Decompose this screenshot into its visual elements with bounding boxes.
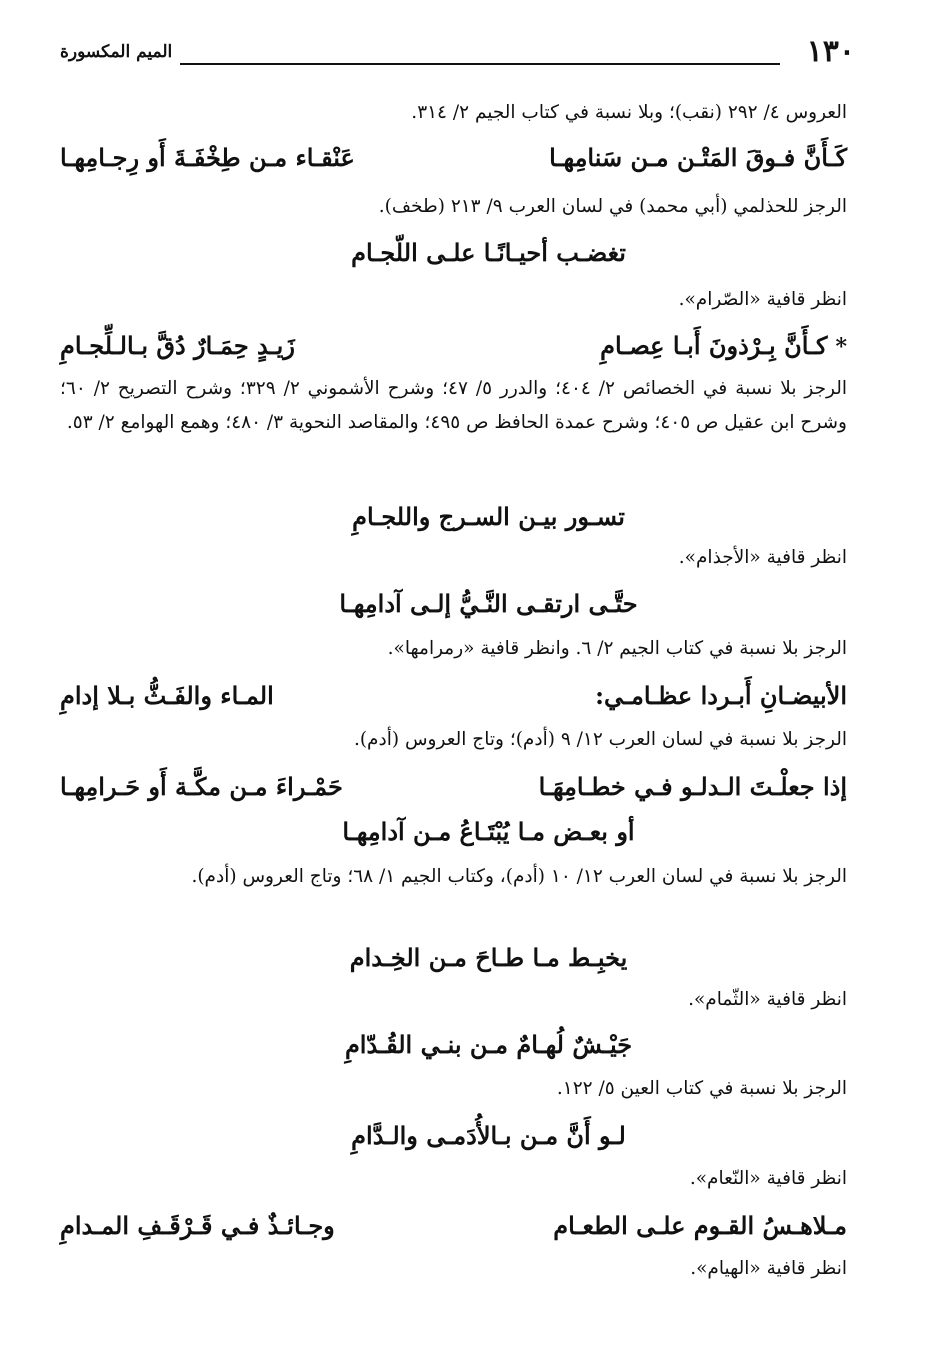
rhyme-reference: انظر قافية «النّعام».	[689, 1168, 847, 1189]
verse-hemistich: لـو أَنَّ مـن بـالأُدَمـى والـدَّامِ	[351, 1121, 626, 1150]
verse-couplet	[60, 767, 847, 807]
verse-couplet-starred	[60, 326, 847, 367]
rhyme-reference: انظر قافية «الهيام».	[690, 1258, 847, 1279]
rhyme-reference: انظر قافية «الصّرام».	[678, 289, 847, 310]
verse-couplet	[60, 676, 847, 716]
citation-note: الرجز بلا نسبة في لسان العرب ١٢/ ٩ (أدم)؛ وتاج العروس (أدم).	[353, 729, 847, 750]
verse-first-hemistich: الأبيضـانِ أَبـردا عظـامـي:	[595, 681, 847, 710]
verse-second-hemistich: المـاء والفَـثُّ بـلا إدامِ	[60, 681, 274, 710]
verse-hemistich: تغضـب أحيـانًـا علـى اللّجـام	[351, 238, 626, 267]
verse-first-hemistich: إذا جعلْـتَ الـدلـو فـي خطـامِهَـا	[538, 772, 847, 801]
citation-note: الرجز بلا نسبة في كتاب العين ٥/ ١٢٢.	[556, 1078, 847, 1099]
verse-second-hemistich: حَمْـراءَ مـن مكَّـة أَو حَـرامِهـا	[60, 772, 343, 801]
verse-second-hemistich: وجـائـذٌ فـي قَـرْقَـفِ المـدامِ	[60, 1211, 335, 1240]
verse-second-hemistich: زَيـدٍ حِمَـارٌ دُقَّ بـالـلِّجـامِ	[60, 331, 295, 360]
citation-note: العروس ٤/ ٢٩٢ (نقب)؛ وبلا نسبة في كتاب الجيم ٢/ ٣١٤.	[411, 102, 847, 123]
verse-couplet	[60, 1206, 847, 1246]
header-rule	[180, 63, 780, 65]
verse-hemistich: جَيْـشٌ لُهـامٌ مـن بنـي القُـدّامِ	[344, 1030, 633, 1059]
verse-first-hemistich: كَـأَنَّ فـوقَ المَتْـن مـن سَنامِهـا	[549, 143, 847, 172]
page-header	[60, 32, 855, 72]
verse-hemistich: يخبِـط مـا طـاحَ مـن الخِـدام	[349, 943, 628, 972]
verse-hemistich: حتَّـى ارتقـى النَّـيُّ إلـى آدامِهـا	[339, 589, 638, 618]
star-marker: *	[835, 334, 847, 360]
running-title: الميم المكسورة	[60, 42, 173, 62]
citation-note: الرجز للحذلمي (أبي محمد) في لسان العرب ٩/ ٢١٣ (طخف).	[378, 196, 847, 217]
rhyme-reference: انظر قافية «الثّمام».	[688, 989, 847, 1010]
verse-first-hemistich: *كـأَنَّ بِـرْذونَ أَبـا عِصـامِ	[600, 331, 847, 360]
page-number: ١٣٠	[806, 34, 855, 69]
verse-hemistich: أو بعـض مـا يُبْتَـاعُ مـن آدامِهـا	[342, 817, 635, 846]
verse-couplet	[60, 138, 847, 178]
verse-second-hemistich: عَنْقـاء مـن طِخْفَـةَ أَو رِجـامِهـا	[60, 143, 355, 172]
verse-first-hemistich: مـلاهـسُ القـوم علـى الطعـام	[553, 1211, 847, 1240]
verse-hemistich: تسـور بيـن السـرج واللجـامِ	[352, 502, 625, 531]
citation-note: الرجز بلا نسبة في كتاب الجيم ٢/ ٦. وانظر قافية «رمرامها».	[387, 638, 847, 659]
citation-note: الرجز بلا نسبة في الخصائص ٢/ ٤٠٤؛ والدرر ٥/ ٤٧؛ وشرح الأشموني ٢/ ٣٢٩؛ وشرح التصريح ٢/ ٦٠؛ وشرح ابن عقيل ص ٤٠٥؛ وشرح عمدة الحافظ ص ٤٩٥؛ والمقاصد النحوية ٣/ ٤٨٠؛ وهمع الهوامع ٢/ ٥٣.	[60, 378, 848, 433]
citation-note: الرجز بلا نسبة في لسان العرب ١٢/ ١٠ (أدم)، وكتاب الجيم ١/ ٦٨؛ وتاج العروس (أدم).	[191, 866, 847, 887]
rhyme-reference: انظر قافية «الأجذام».	[678, 547, 847, 568]
